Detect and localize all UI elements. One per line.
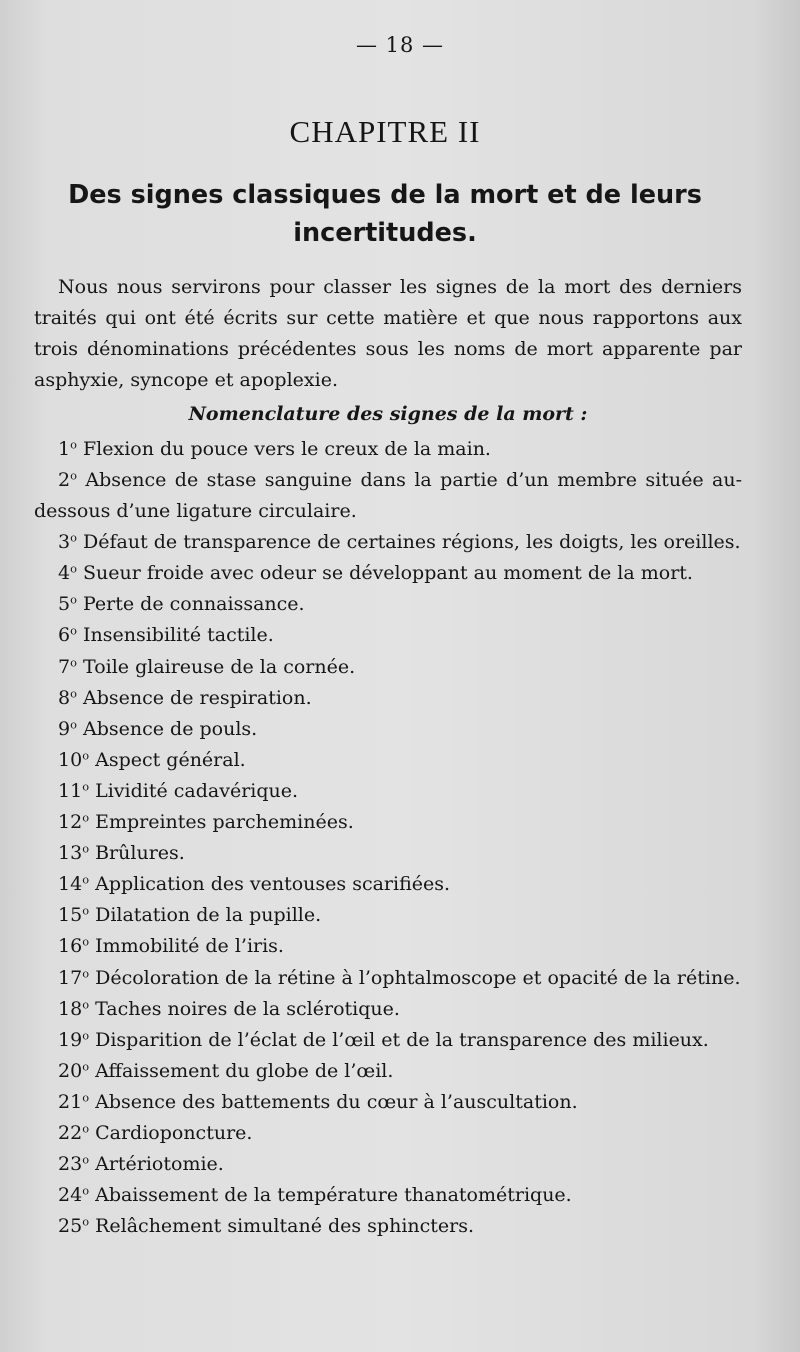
sign-number	[58, 873, 89, 895]
sign-number-ordinal: o	[82, 1152, 90, 1167]
sign-number	[58, 811, 89, 833]
intro-paragraph: Nous nous servirons pour classer les signes de la mort des derniers traités qui ont été écrits sur cette matière et que nous rapportons aux trois dénominations précédentes sous les noms de mort apparente par asphyxie, syncope et apoplexie.	[34, 276, 742, 391]
list-item	[34, 838, 742, 869]
sign-number	[58, 842, 89, 864]
sign-number	[58, 718, 77, 740]
chapter-heading: CHAPITRE II	[289, 114, 481, 149]
page-body	[34, 272, 742, 1242]
sign-number	[58, 624, 77, 646]
sign-text: Absence des battements du cœur à l’auscultation.	[95, 1090, 578, 1113]
sign-number	[58, 1029, 89, 1051]
sign-text: Cardioponcture.	[95, 1121, 253, 1144]
sign-text: Perte de connaissance.	[83, 593, 305, 616]
list-item	[34, 434, 742, 465]
sign-number	[58, 1153, 89, 1175]
sign-number	[58, 469, 77, 491]
list-item	[34, 465, 742, 527]
sign-number	[58, 687, 77, 709]
sign-number	[58, 593, 77, 615]
list-item	[34, 527, 742, 558]
sign-number-value: 9	[58, 717, 71, 740]
sign-text: Artériotomie.	[95, 1153, 224, 1176]
signs-list	[34, 434, 742, 1242]
sign-text: Absence de respiration.	[83, 686, 312, 709]
sign-text: Défaut de transparence de certaines régions, les doigts, les oreilles.	[83, 531, 741, 554]
sign-number-ordinal: o	[82, 748, 90, 763]
sign-number-ordinal: o	[82, 935, 90, 950]
sign-text: Empreintes parcheminées.	[95, 811, 354, 834]
sign-number-ordinal: o	[82, 841, 90, 856]
list-item	[34, 1149, 742, 1180]
sign-number-value: 24	[58, 1184, 83, 1207]
sign-number	[58, 531, 77, 553]
list-item	[34, 776, 742, 807]
sign-number-ordinal: o	[70, 624, 77, 639]
sign-number-ordinal: o	[82, 904, 90, 919]
sign-number-value: 13	[58, 842, 83, 865]
sign-number-ordinal: o	[82, 1059, 90, 1074]
sign-text: Absence de stase sanguine dans la partie d’un membre située au-dessous d’une ligature circulaire.	[34, 469, 742, 523]
list-item	[34, 869, 742, 900]
sign-number-value: 6	[58, 624, 71, 647]
sign-number-ordinal: o	[70, 468, 77, 483]
list-item	[34, 620, 742, 651]
sign-number-value: 16	[58, 935, 83, 958]
sign-number-value: 14	[58, 873, 83, 896]
sign-text: Affaissement du globe de l’œil.	[95, 1059, 394, 1082]
sign-number-value: 17	[58, 966, 83, 989]
sign-number-value: 22	[58, 1121, 83, 1144]
sign-number	[58, 749, 89, 771]
sign-number-ordinal: o	[82, 1090, 90, 1105]
sign-text: Relâchement simultané des sphincters.	[95, 1215, 475, 1238]
list-item	[34, 900, 742, 931]
sign-number	[58, 1184, 89, 1206]
sign-text: Immobilité de l’iris.	[95, 935, 284, 958]
sign-number	[58, 1122, 89, 1144]
list-item	[34, 683, 742, 714]
sign-number	[58, 1091, 89, 1113]
sign-number	[58, 1215, 89, 1237]
sign-text: Abaissement de la température thanatométrique.	[95, 1184, 572, 1207]
sign-number-value: 25	[58, 1215, 83, 1238]
list-item	[34, 1180, 742, 1211]
sign-number-ordinal: o	[70, 593, 77, 608]
sign-text: Sueur froide avec odeur se développant au moment de la mort.	[83, 562, 693, 585]
sign-number-value: 11	[58, 779, 83, 802]
sign-number-value: 10	[58, 748, 83, 771]
sign-number-ordinal: o	[82, 1121, 90, 1136]
sign-number-ordinal: o	[70, 686, 77, 701]
sign-number-ordinal: o	[82, 966, 90, 981]
list-item	[34, 994, 742, 1025]
list-item	[34, 589, 742, 620]
sign-number-value: 23	[58, 1153, 83, 1176]
sign-number-value: 12	[58, 811, 83, 834]
sign-number-value: 21	[58, 1090, 83, 1113]
sign-number-value: 7	[58, 655, 71, 678]
sign-number-ordinal: o	[70, 655, 77, 670]
sign-number	[58, 438, 77, 460]
sign-text: Dilatation de la pupille.	[95, 904, 322, 927]
sign-text: Brûlures.	[95, 842, 185, 865]
list-item	[34, 1025, 742, 1056]
sign-number-ordinal: o	[82, 1028, 90, 1043]
sign-text: Taches noires de la sclérotique.	[95, 997, 400, 1020]
sign-number-ordinal: o	[70, 530, 77, 545]
list-item	[34, 1118, 742, 1149]
sign-number-ordinal: o	[82, 779, 90, 794]
section-subtitle: Nomenclature des signes de la mort :	[188, 403, 588, 425]
sign-number-ordinal: o	[82, 872, 90, 887]
sign-number-value: 19	[58, 1028, 83, 1051]
sign-number-value: 1	[58, 438, 71, 460]
list-item	[34, 1087, 742, 1118]
sign-number-ordinal: o	[82, 997, 90, 1012]
sign-number-value: 3	[58, 531, 71, 554]
sign-text: Disparition de l’éclat de l’œil et de la transparence des milieux.	[95, 1028, 709, 1051]
list-item	[34, 745, 742, 776]
sign-number	[58, 780, 89, 802]
sign-text: Flexion du pouce vers le creux de la main.	[83, 438, 491, 460]
sign-number	[58, 904, 89, 926]
list-item	[34, 558, 742, 589]
list-item	[34, 714, 742, 745]
sign-text: Application des ventouses scarifiées.	[95, 873, 451, 896]
sign-number-value: 15	[58, 904, 83, 927]
sign-number	[58, 562, 77, 584]
sign-number-ordinal: o	[82, 1214, 90, 1229]
list-item	[34, 807, 742, 838]
sign-number	[58, 998, 89, 1020]
sign-number	[58, 935, 89, 957]
sign-number-ordinal: o	[70, 717, 77, 732]
sign-text: Absence de pouls.	[83, 717, 258, 740]
list-item	[34, 963, 742, 994]
sign-number-value: 8	[58, 686, 71, 709]
page-number: — 18 —	[355, 33, 445, 57]
sign-text: Lividité cadavérique.	[95, 779, 299, 802]
list-item	[34, 1056, 742, 1087]
chapter-title: Des signes classiques de la mort et de leurs incertitudes.	[68, 180, 702, 248]
sign-text: Toile glaireuse de la cornée.	[83, 655, 356, 678]
sign-text: Insensibilité tactile.	[83, 624, 274, 647]
sign-number-ordinal: o	[70, 437, 77, 452]
sign-number-value: 20	[58, 1059, 83, 1082]
sign-number-value: 5	[58, 593, 71, 616]
list-item	[34, 1211, 742, 1242]
sign-number-ordinal: o	[82, 810, 90, 825]
sign-number	[58, 656, 77, 678]
sign-number	[58, 967, 89, 989]
sign-number-ordinal: o	[70, 562, 77, 577]
sign-number	[58, 1060, 89, 1082]
sign-number-value: 2	[58, 469, 71, 492]
sign-text: Décoloration de la rétine à l’ophtalmoscope et opacité de la rétine.	[95, 966, 741, 989]
list-item	[34, 931, 742, 962]
sign-text: Aspect général.	[95, 748, 246, 771]
sign-number-value: 18	[58, 997, 83, 1020]
list-item	[34, 652, 742, 683]
sign-number-ordinal: o	[82, 1183, 90, 1198]
sign-number-value: 4	[58, 562, 71, 585]
